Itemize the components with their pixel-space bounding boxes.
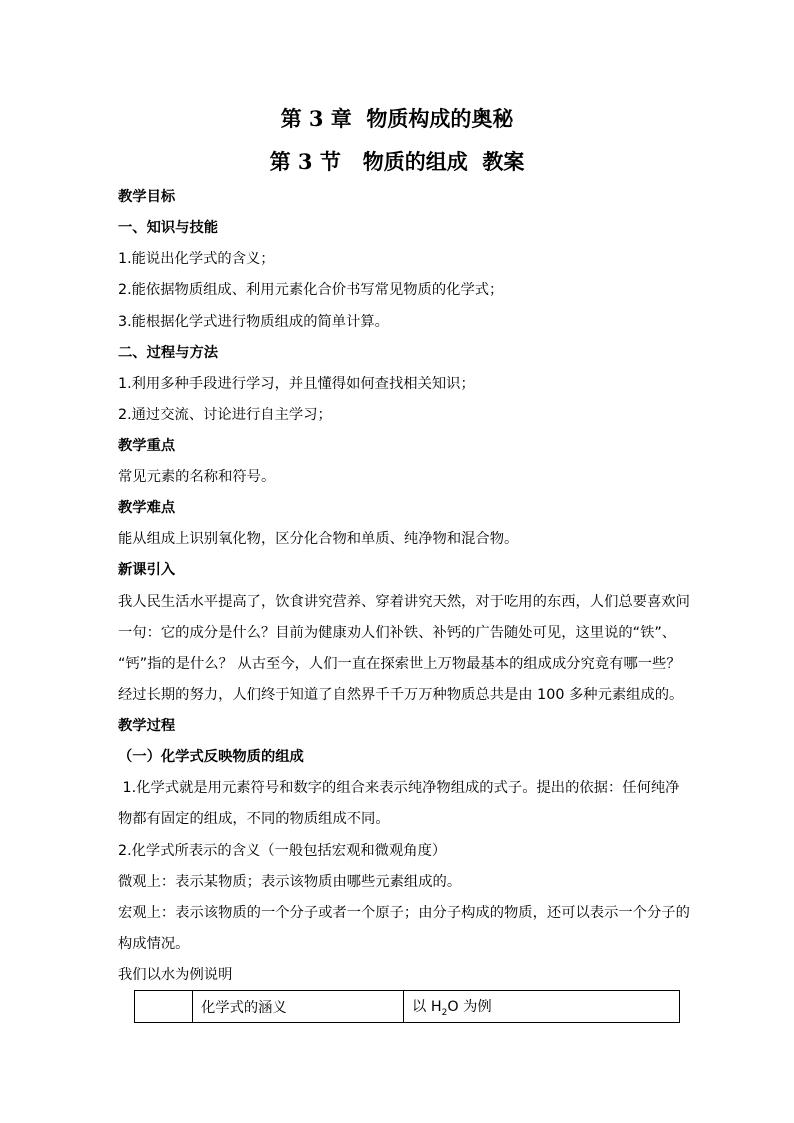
paragraph-line: 2.化学式所表示的含义（一般包括宏观和微观角度） [118, 843, 447, 859]
chapter-title: 第 3 章 物质构成的奥秘 [280, 106, 514, 131]
key-heading: 教学重点 [118, 438, 176, 454]
process-item: 2.通过交流、讨论进行自主学习； [118, 407, 332, 423]
example-line: 我们以水为例说明 [118, 967, 233, 983]
table-cell [135, 991, 193, 1023]
intro-line: “钙”指的是什么？ 从古至今，人们一直在探索世上万物最基本的组成成分究竟有哪一些？ [118, 656, 681, 672]
knowledge-heading: 一、知识与技能 [118, 220, 219, 236]
meaning-table [134, 990, 680, 1023]
table-header-example [404, 991, 680, 1023]
knowledge-item: 2.能依据物质组成、利用元素化合价书写常见物质的化学式； [118, 282, 504, 298]
table-header-meaning: 化学式的涵义 [193, 991, 404, 1023]
intro-line: 我人民生活水平提高了，饮食讲究营养、穿着讲究天然，对于吃用的东西，人们总要喜欢问 [118, 594, 690, 610]
table-row [135, 991, 680, 1023]
lesson-title: 第 3 节 物质的组成 教案 [269, 149, 525, 174]
process-item: 1.利用多种手段进行学习，并且懂得如何查找相关知识； [118, 376, 475, 392]
difficulty-heading: 教学难点 [118, 500, 176, 516]
macro-line: 宏观上：表示该物质的一个分子或者一个原子；由分子构成的物质，还可以表示一个分子的 [118, 905, 690, 921]
paragraph-line: 物都有固定的组成，不同的物质组成不同。 [118, 811, 390, 827]
micro-line: 微观上：表示某物质；表示该物质由哪些元素组成的。 [118, 874, 462, 890]
intro-line: 经过长期的努力，人们终于知道了自然界千千万万种物质总共是由 100 多种元素组成的。 [118, 687, 684, 703]
knowledge-item: 3.能根据化学式进行物质组成的简单计算。 [118, 314, 389, 330]
intro-heading: 新课引入 [118, 562, 176, 578]
example-suffix: O 为例 [447, 998, 492, 1015]
macro-line: 构成情况。 [118, 936, 190, 952]
part1-heading: （一）化学式反映物质的组成 [118, 749, 304, 765]
intro-line: 一句：它的成分是什么？目前为健康劝人们补铁、补钙的广告随处可见，这里说的“铁”、 [118, 625, 677, 641]
example-prefix: 以 H [412, 998, 442, 1015]
example-subscript: 2 [441, 1007, 448, 1018]
paragraph-line: 1.化学式就是用元素符号和数字的组合来表示纯净物组成的式子。提出的依据：任何纯净 [118, 780, 680, 796]
process2-heading: 教学过程 [118, 718, 176, 734]
process-heading: 二、过程与方法 [118, 345, 219, 361]
knowledge-item: 1.能说出化学式的含义； [118, 251, 275, 267]
goals-heading: 教学目标 [118, 189, 176, 205]
difficulty-text: 能从组成上识别氧化物，区分化合物和单质、纯净物和混合物。 [118, 531, 519, 547]
key-text: 常见元素的名称和符号。 [118, 469, 276, 485]
